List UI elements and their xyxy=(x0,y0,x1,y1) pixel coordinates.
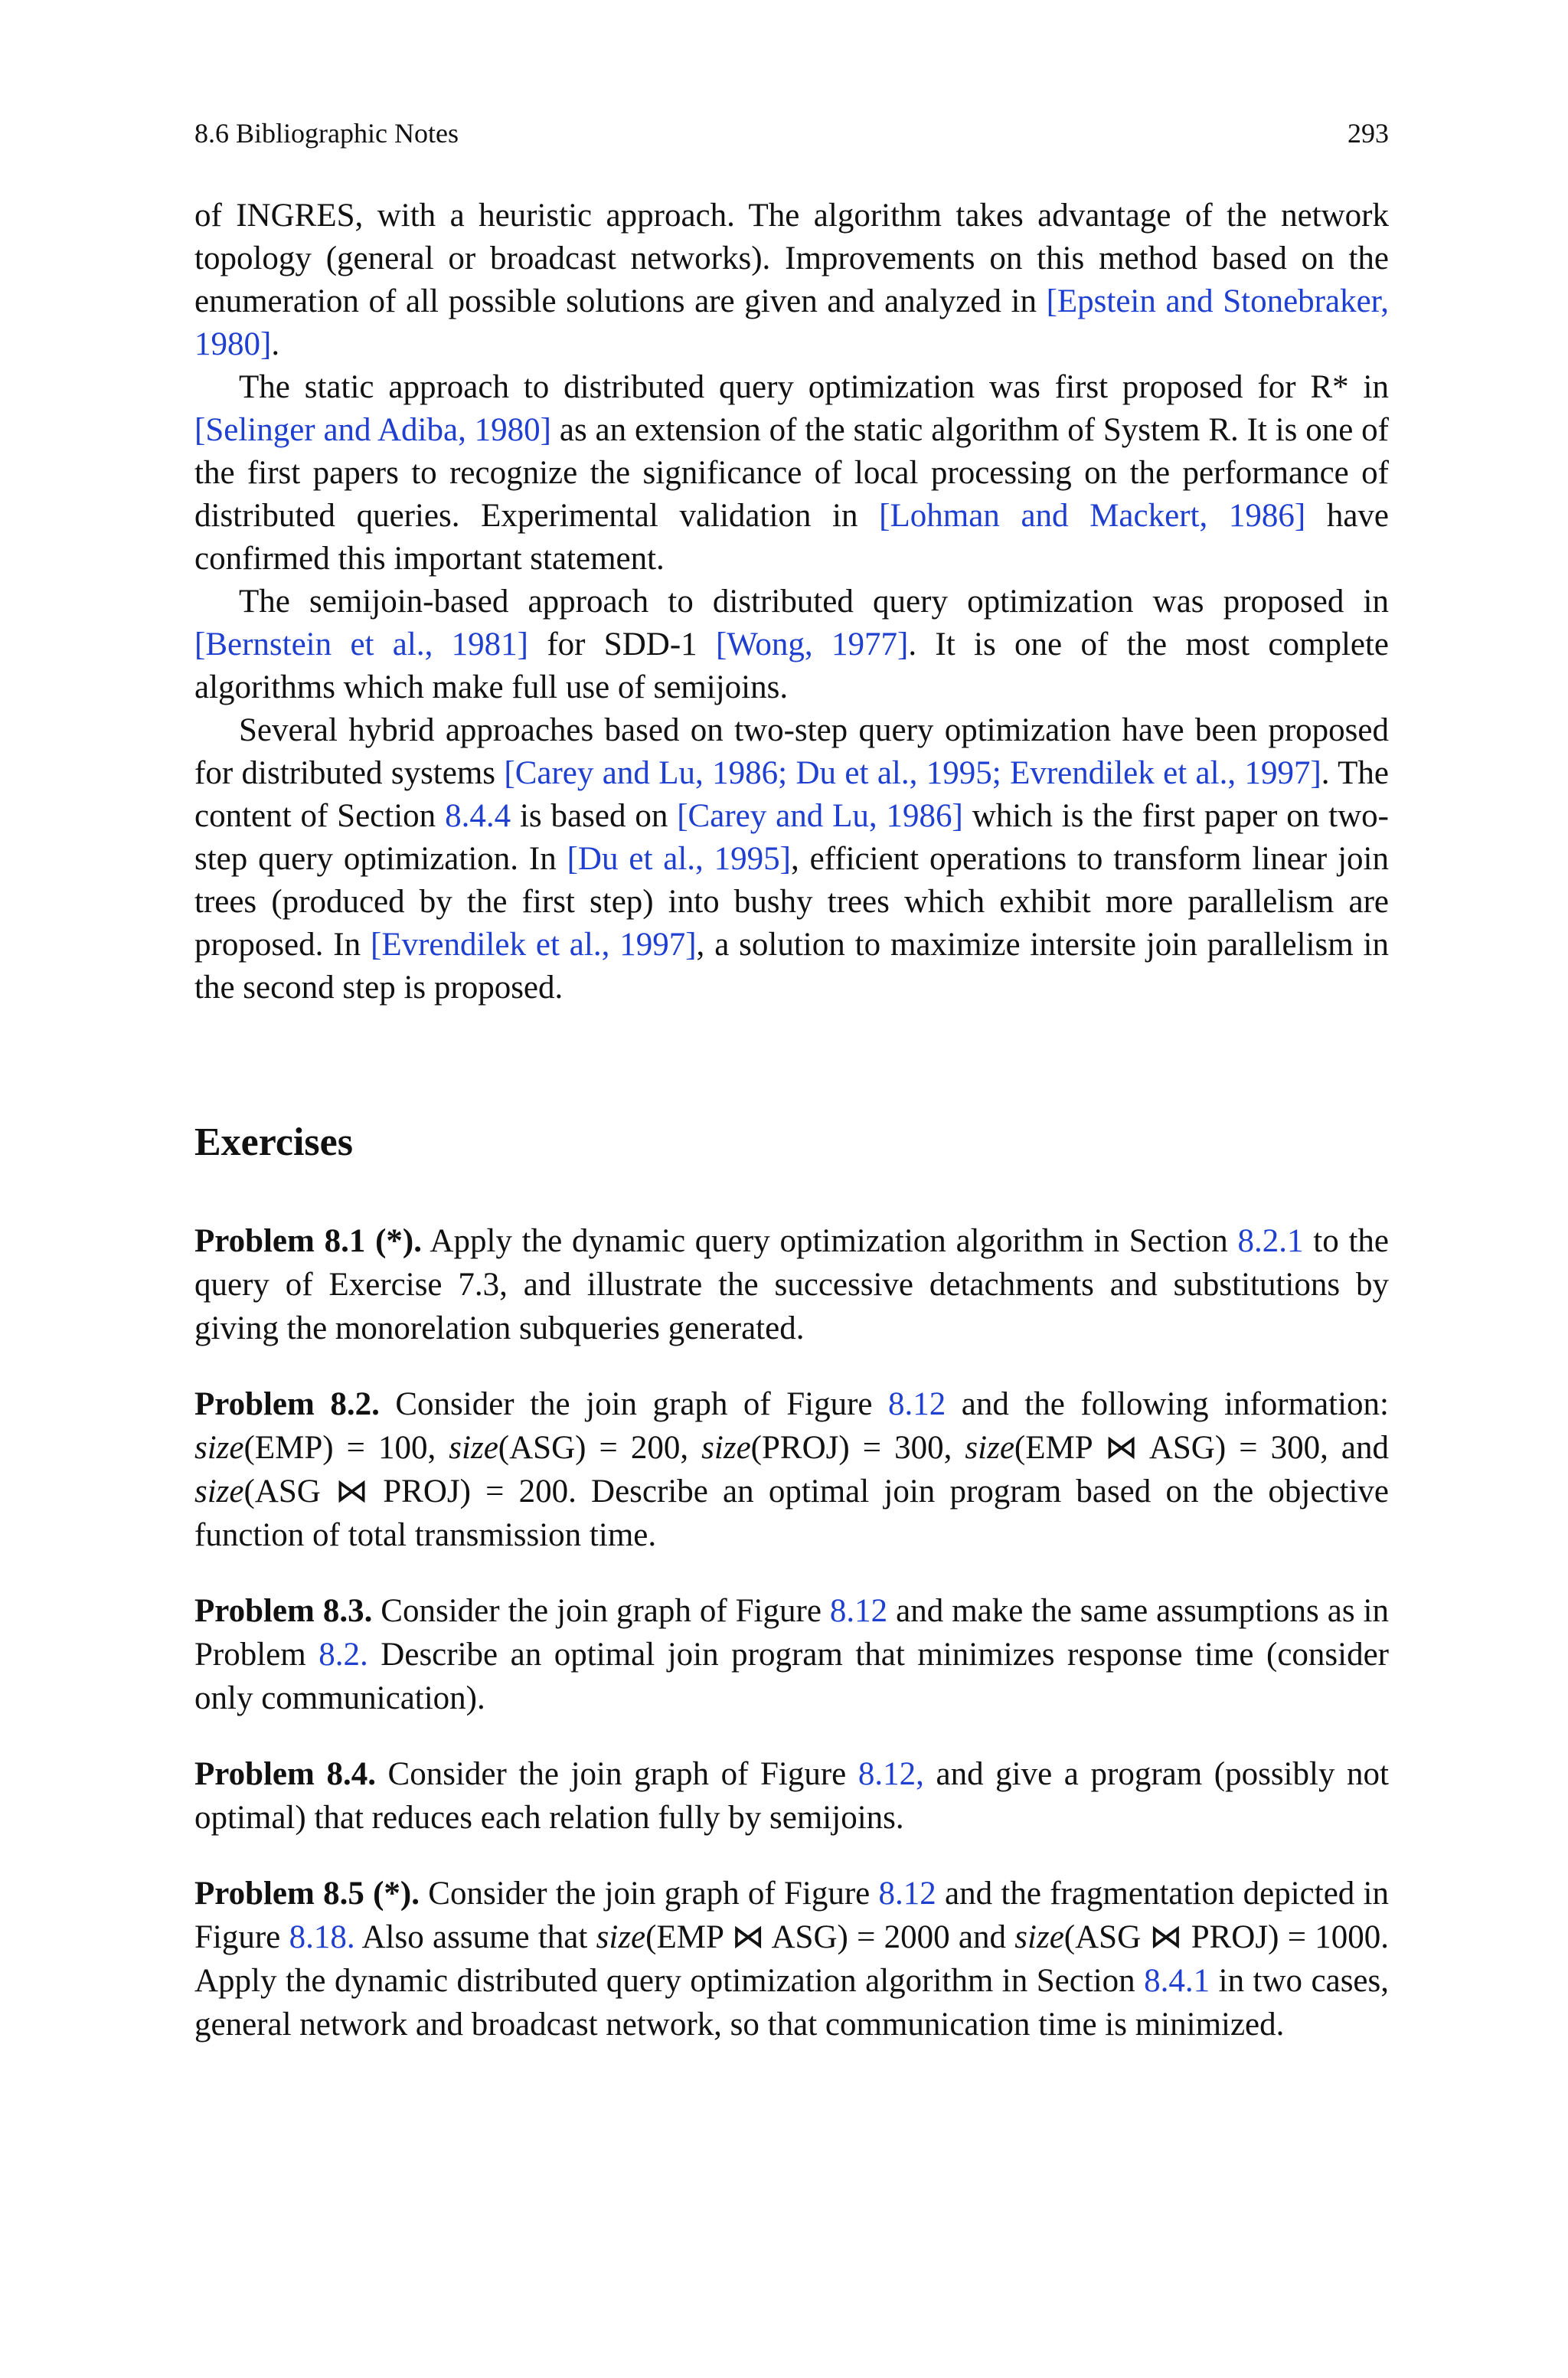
size-function: size xyxy=(194,1430,244,1466)
citation-link[interactable]: [Evrendilek et al., 1997] xyxy=(371,927,697,963)
running-head-section: 8.6 Bibliographic Notes xyxy=(194,118,459,149)
problem-label: Problem 8.3. xyxy=(194,1593,373,1629)
text-run: have confirmed this important statement. xyxy=(194,498,1389,577)
text-run: The static approach to distributed query optimization was first proposed for R* in xyxy=(239,369,1389,405)
page xyxy=(194,115,1389,2079)
section-link[interactable]: 8.4.1 xyxy=(1144,1963,1210,1999)
size-function: size xyxy=(1014,1919,1064,1955)
figure-link[interactable]: 8.12, xyxy=(858,1756,924,1792)
text-run: and give a program (possibly not optimal) that reduces each relation fully by semijoins. xyxy=(194,1756,1389,1836)
text-run: Describe an optimal join program that minimizes response time (consider only communication). xyxy=(194,1637,1390,1716)
text-run: Several hybrid approaches based on two-step query optimization have been proposed for distributed systems xyxy=(194,712,1389,791)
text-run: which is the first paper on two-step query optimization. In xyxy=(194,798,1389,877)
size-function: size xyxy=(194,1474,244,1510)
text-run: for SDD-1 xyxy=(528,626,716,662)
text-run: (PROJ) = 300, xyxy=(750,1430,965,1466)
paragraph xyxy=(194,366,1389,581)
citation-link[interactable]: [Wong, 1977] xyxy=(715,626,909,662)
problem-label: Problem 8.1 (*). xyxy=(194,1223,423,1259)
problem-8-5 xyxy=(194,1872,1389,2046)
text-run: Consider the join graph of Figure xyxy=(375,1756,858,1792)
problem-8-2 xyxy=(194,1382,1389,1557)
figure-link[interactable]: 8.18. xyxy=(289,1919,355,1955)
text-run: (EMP ⋈ ASG) = 300, and xyxy=(1014,1430,1389,1466)
text-run: Consider the join graph of Figure xyxy=(372,1593,830,1629)
problem-label: Problem 8.2. xyxy=(194,1386,380,1422)
text-run: in two cases, general network and broadcast network, so that communication time is minimized. xyxy=(194,1963,1389,2043)
text-run: (ASG ⋈ PROJ) = 1000. Apply the dynamic distributed query optimization algorithm in Section xyxy=(194,1919,1389,1999)
citation-link[interactable]: [Carey and Lu, 1986; Du et al., 1995; Evrendilek et al., 1997] xyxy=(504,755,1321,791)
text-run: . The content of Section xyxy=(194,755,1390,834)
section-link[interactable]: 8.2.1 xyxy=(1237,1223,1304,1259)
text-run: (ASG ⋈ PROJ) = 200. Describe an optimal join program based on the objective function of total transmission time. xyxy=(194,1474,1389,1553)
figure-link[interactable]: 8.12 xyxy=(878,1876,936,1912)
page-number: 293 xyxy=(1348,118,1389,149)
text-run: Also assume that xyxy=(354,1919,596,1955)
text-run: as an extension of the static algorithm of System R. It is one of the first papers to recognize the significance of local processing on the performance of distributed queries. Experimental validation in xyxy=(194,412,1389,534)
running-head xyxy=(194,115,1389,152)
exercises-list xyxy=(194,1219,1389,2046)
size-function: size xyxy=(596,1919,646,1955)
text-run: to the query of Exercise 7.3, and illustrate the successive detachments and substitutions by giving the monorelation subqueries generated. xyxy=(194,1223,1389,1346)
problem-label: Problem 8.5 (*). xyxy=(194,1876,420,1912)
text-run: , efficient operations to transform linear join trees (produced by the first step) into bushy trees which exhibit more parallelism are proposed. In xyxy=(194,841,1389,963)
section-link[interactable]: 8.4.4 xyxy=(445,798,511,834)
paragraph xyxy=(194,195,1389,366)
size-function: size xyxy=(701,1430,751,1466)
text-run: , a solution to maximize intersite join parallelism in the second step is proposed. xyxy=(194,927,1389,1006)
paragraph xyxy=(194,581,1389,709)
figure-link[interactable]: 8.12 xyxy=(887,1386,946,1422)
text-run: Consider the join graph of Figure xyxy=(420,1876,879,1912)
citation-link[interactable]: [Bernstein et al., 1981] xyxy=(194,626,528,662)
text-run: Consider the join graph of Figure xyxy=(379,1386,888,1422)
citation-link[interactable]: [Lohman and Mackert, 1986] xyxy=(879,498,1306,534)
problem-link[interactable]: 8.2. xyxy=(318,1637,368,1673)
citation-link[interactable]: [Carey and Lu, 1986] xyxy=(677,798,963,834)
text-run: and make the same assumptions as in Problem xyxy=(194,1593,1389,1673)
text-run: The semijoin-based approach to distributed query optimization was proposed in xyxy=(239,584,1389,620)
citation-link[interactable]: [Selinger and Adiba, 1980] xyxy=(194,412,552,448)
paragraph xyxy=(194,709,1389,1009)
citation-link[interactable]: [Du et al., 1995] xyxy=(567,841,791,877)
text-run: . It is one of the most complete algorithms which make full use of semijoins. xyxy=(194,626,1390,705)
problem-label: Problem 8.4. xyxy=(194,1756,376,1792)
text-run: (EMP ⋈ ASG) = 2000 and xyxy=(645,1919,1015,1955)
exercises-heading: Exercises xyxy=(194,1120,353,1164)
text-run: . xyxy=(271,326,280,362)
bibliographic-notes-text xyxy=(194,195,1389,1009)
text-run: of INGRES, with a heuristic approach. The algorithm takes advantage of the network topology (general or broadcast networks). Improvements on this method based on the enumeration of all possible solutions are given and analyzed in xyxy=(194,198,1389,319)
problem-8-4 xyxy=(194,1752,1389,1840)
text-run: and the following information: xyxy=(946,1386,1389,1422)
problem-8-1 xyxy=(194,1219,1389,1350)
text-run: is based on xyxy=(511,798,678,834)
size-function: size xyxy=(965,1430,1014,1466)
problem-8-3 xyxy=(194,1589,1389,1720)
figure-link[interactable]: 8.12 xyxy=(829,1593,888,1629)
text-run: Apply the dynamic query optimization algorithm in Section xyxy=(422,1223,1238,1259)
text-run: (EMP) = 100, xyxy=(243,1430,449,1466)
size-function: size xyxy=(449,1430,498,1466)
text-run: and the fragmentation depicted in Figure xyxy=(194,1876,1390,1955)
text-run: (ASG) = 200, xyxy=(498,1430,702,1466)
citation-link[interactable]: [Epstein and Stonebraker, 1980] xyxy=(194,283,1389,362)
